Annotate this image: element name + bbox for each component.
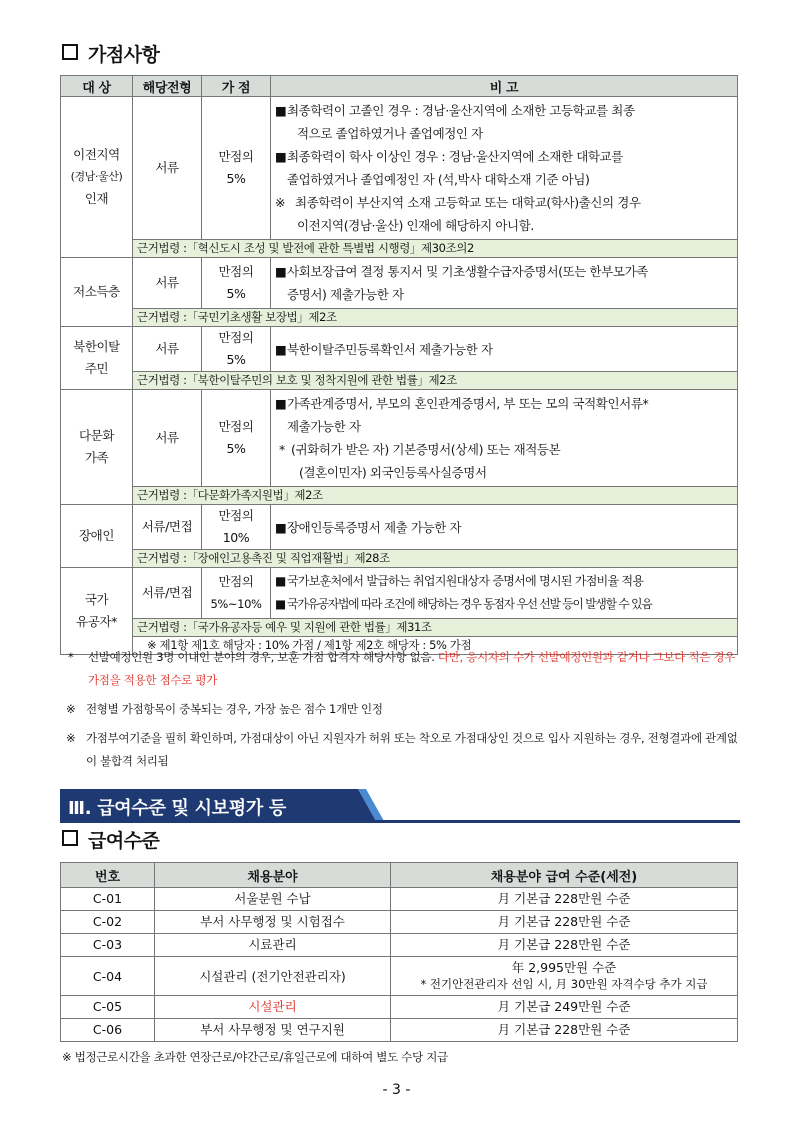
target-line: (경남·울산) xyxy=(70,170,123,183)
header-type: 해당전형 xyxy=(133,76,202,97)
remarks-cell xyxy=(271,258,738,309)
remark-line xyxy=(275,461,731,484)
remark-line xyxy=(275,593,731,616)
row-no: C-05 xyxy=(61,996,155,1019)
table-row xyxy=(61,505,738,550)
remark-line xyxy=(275,283,731,306)
note-mark: ※ xyxy=(66,731,76,745)
points-line: 만점의 xyxy=(218,330,254,345)
table-footnote: ※ 제1항 제1호 해당자 : 10% 가점 / 제1항 제2호 해당자 : 5% 가점 xyxy=(133,637,738,655)
target-cell: 저소득층 xyxy=(61,258,133,327)
table-row xyxy=(61,390,738,487)
row-no: C-06 xyxy=(61,1019,155,1042)
points-line: 만점의 xyxy=(218,149,254,164)
points-cell xyxy=(202,568,271,619)
remark-line xyxy=(275,214,731,237)
target-cell xyxy=(61,327,133,390)
remark-line xyxy=(275,260,731,283)
table-row xyxy=(61,1019,738,1042)
pay-note: * 전기안전관리자 선임 시, 月 30만원 자격수당 추가 지급 xyxy=(420,977,708,991)
note-text xyxy=(88,646,742,692)
law-row xyxy=(61,240,738,258)
target-line: 주민 xyxy=(84,361,109,376)
remark-text: 제출가능한 자 xyxy=(287,419,361,434)
remark-text: 적으로 졸업하였거나 졸업예정인 자 xyxy=(297,126,483,141)
table-row xyxy=(61,97,738,240)
note-item xyxy=(66,646,742,692)
points-line: 10% xyxy=(222,530,250,545)
law-row xyxy=(61,309,738,327)
bullet: ■ xyxy=(275,149,287,164)
target-line: 유공자* xyxy=(76,614,117,629)
header-remarks: 비 고 xyxy=(271,76,738,97)
header-field: 채용분야 xyxy=(155,863,391,888)
table-row xyxy=(61,934,738,957)
remarks-cell xyxy=(271,505,738,550)
remark-text: 졸업하였거나 졸업예정인 자 (석,박사 대학소재 기준 아님) xyxy=(287,172,590,187)
law-row xyxy=(61,550,738,568)
points-line: 5% xyxy=(226,352,246,367)
points-line: 만점의 xyxy=(218,574,254,589)
type-cell: 서류/면접 xyxy=(133,505,202,550)
table-header-row xyxy=(61,76,738,97)
remark-text: 국가보훈처에서 발급하는 취업지원대상자 증명서에 명시된 가점비율 적용 xyxy=(287,574,644,588)
note-text-highlight: 다만, 응시자의 수가 선발예정인원과 같거나 그보다 적은 경우 가점을 적용한 점수로 평가 xyxy=(88,650,736,687)
banner-title: Ⅲ. 급여수준 및 시보평가 등 xyxy=(68,798,286,819)
law-reference: 근거법령 :「국가유공자등 예우 및 지원에 관한 법률」제31조 xyxy=(133,619,738,637)
target-line: 북한이탈 xyxy=(73,339,120,354)
law-reference: 근거법령 :「국민기초생활 보장법」제2조 xyxy=(133,309,738,327)
bullet: ■ xyxy=(275,103,287,118)
row-field: 부서 사무행정 및 연구지원 xyxy=(155,1019,391,1042)
type-cell: 서류/면접 xyxy=(133,568,202,619)
note-mark: * xyxy=(68,650,74,664)
row-field: 시설관리 xyxy=(155,996,391,1019)
points-line: 만점의 xyxy=(218,508,254,523)
row-no: C-03 xyxy=(61,934,155,957)
points-cell xyxy=(202,505,271,550)
law-row xyxy=(61,619,738,637)
row-field: 서울분원 수납 xyxy=(155,888,391,911)
remark-text: (결혼이민자) 외국인등록사실증명서 xyxy=(299,465,487,480)
table-row xyxy=(61,258,738,309)
target-cell: 장애인 xyxy=(61,505,133,568)
section-heading-salary xyxy=(62,826,159,853)
remark-line xyxy=(275,438,731,461)
remark-text: 가족관계증명서, 부모의 혼인관계증명서, 부 또는 모의 국적확인서류* xyxy=(287,396,649,411)
type-cell: 서류 xyxy=(133,390,202,487)
bullet: ■ xyxy=(275,264,287,279)
section-title: 가점사항 xyxy=(88,44,160,66)
page-number: - 3 - xyxy=(382,1082,411,1098)
table-header-row xyxy=(61,863,738,888)
target-cell xyxy=(61,97,133,258)
note-text: 가점부여기준을 필히 확인하며, 가점대상이 아닌 지원자가 허위 또는 착오로 가점대상인 것으로 입사 지원하는 경우, 전형결과에 관계없이 불합격 처리됨 xyxy=(86,731,738,768)
row-field: 시설관리 (전기안전관리자) xyxy=(155,957,391,996)
remark-text: 최종학력이 학사 이상인 경우 : 경남·울산지역에 소재한 대학교를 xyxy=(287,149,623,164)
row-no: C-02 xyxy=(61,911,155,934)
remark-text: 장애인등록증명서 제출 가능한 자 xyxy=(287,519,462,535)
bullet: ■ xyxy=(275,341,287,357)
bullet: ■ xyxy=(275,519,287,535)
row-pay: 月 기본급 228만원 수준 xyxy=(391,888,738,911)
header-target: 대 상 xyxy=(61,76,133,97)
target-cell xyxy=(61,568,133,655)
remark-line xyxy=(275,122,731,145)
table-row xyxy=(61,911,738,934)
remark-text: 최종학력이 고졸인 경우 : 경남·울산지역에 소재한 고등학교를 최종 xyxy=(287,103,635,118)
target-line: 가족 xyxy=(84,450,109,465)
type-cell: 서류 xyxy=(133,258,202,309)
remark-text: 증명서) 제출가능한 자 xyxy=(287,287,404,302)
header-points: 가 점 xyxy=(202,76,271,97)
notes-block xyxy=(66,646,742,773)
remark-line xyxy=(275,570,731,593)
pay-main: 年 2,995만원 수준 xyxy=(511,960,617,975)
row-pay: 月 기본급 228만원 수준 xyxy=(391,911,738,934)
section-banner xyxy=(60,789,740,823)
remark-line xyxy=(275,516,731,539)
law-reference: 근거법령 :「혁신도시 조성 및 발전에 관한 특별법 시행령」제30조의2 xyxy=(133,240,738,258)
type-cell: 서류 xyxy=(133,327,202,372)
row-pay: 月 기본급 228만원 수준 xyxy=(391,1019,738,1042)
remark-text: 최종학력이 부산지역 소재 고등학교 또는 대학교(학사)출신의 경우 xyxy=(295,195,641,210)
row-field: 부서 사무행정 및 시험접수 xyxy=(155,911,391,934)
law-row xyxy=(61,372,738,390)
points-cell xyxy=(202,327,271,372)
note-item xyxy=(66,698,742,721)
points-line: 만점의 xyxy=(218,419,254,434)
remark-line xyxy=(275,392,731,415)
header-pay: 채용분야 급여 수준(세전) xyxy=(391,863,738,888)
target-line: 인재 xyxy=(84,191,109,206)
remark-text: 이전지역(경남·울산) 인재에 해당하지 아니함. xyxy=(297,218,534,233)
remark-line xyxy=(275,415,731,438)
bullet: ■ xyxy=(275,574,286,588)
remark-line xyxy=(275,145,731,168)
remark-line xyxy=(275,191,731,214)
points-line: 5% xyxy=(226,171,246,186)
row-pay: 月 기본급 228만원 수준 xyxy=(391,934,738,957)
type-cell: 서류 xyxy=(133,97,202,240)
note-mark: ※ xyxy=(275,195,286,210)
banner-underline xyxy=(60,820,740,823)
bullet: ■ xyxy=(275,396,287,411)
law-row xyxy=(61,487,738,505)
row-pay: 月 기본급 249만원 수준 xyxy=(391,996,738,1019)
salary-table xyxy=(60,862,738,1042)
points-line: 5% xyxy=(226,286,246,301)
remark-line xyxy=(275,338,731,361)
row-field: 시료관리 xyxy=(155,934,391,957)
points-cell xyxy=(202,97,271,240)
checkbox-square-icon xyxy=(62,44,78,60)
remarks-cell xyxy=(271,327,738,372)
remark-text: 북한이탈주민등록확인서 제출가능한 자 xyxy=(287,341,493,357)
law-reference: 근거법령 :「장애인고용촉진 및 직업재활법」제28조 xyxy=(133,550,738,568)
checkbox-square-icon xyxy=(62,830,78,846)
bonus-points-table xyxy=(60,75,738,655)
target-line: 다문화 xyxy=(78,428,115,443)
note-mark: ※ xyxy=(66,702,76,716)
table-row xyxy=(61,957,738,996)
table-row xyxy=(61,888,738,911)
law-reference: 근거법령 :「다문화가족지원법」제2조 xyxy=(133,487,738,505)
remark-text: (귀화허가 받은 자) 기본증명서(상세) 또는 재적등본 xyxy=(291,442,561,457)
remarks-cell xyxy=(271,390,738,487)
points-line: 만점의 xyxy=(218,264,254,279)
points-cell xyxy=(202,390,271,487)
remarks-cell xyxy=(271,97,738,240)
table-row xyxy=(61,568,738,619)
section-title: 급여수준 xyxy=(88,830,160,852)
row-no: C-01 xyxy=(61,888,155,911)
law-reference: 근거법령 :「북한이탈주민의 보호 및 정착지원에 관한 법률」제2조 xyxy=(133,372,738,390)
points-cell xyxy=(202,258,271,309)
remark-text: 국가유공자법에 따라 조건에 해당하는 경우 동점자 우선 선발 등이 발생할 수 있음 xyxy=(287,597,652,611)
salary-footnote: ※ 법정근로시간을 초과한 연장근로/야간근로/휴일근로에 대하여 별도 수당 지급 xyxy=(62,1050,448,1064)
remark-line xyxy=(275,168,731,191)
note-item xyxy=(66,727,742,773)
target-line: 이전지역 xyxy=(73,147,120,162)
target-line: 국가 xyxy=(84,592,109,607)
section-heading-bonus xyxy=(62,40,159,67)
table-row xyxy=(61,327,738,372)
row-pay xyxy=(391,957,738,996)
points-line: 5% xyxy=(226,441,246,456)
points-line: 5%~10% xyxy=(210,597,262,611)
remark-text: 사회보장급여 결정 통지서 및 기초생활수급자증명서(또는 한부모가족 xyxy=(287,264,648,279)
target-cell xyxy=(61,390,133,505)
header-no: 번호 xyxy=(61,863,155,888)
remarks-cell xyxy=(271,568,738,619)
remark-line xyxy=(275,99,731,122)
note-mark: * xyxy=(279,442,285,457)
table-row xyxy=(61,996,738,1019)
note-text: 전형별 가점항목이 중복되는 경우, 가장 높은 점수 1개만 인정 xyxy=(86,702,383,716)
note-text-plain: 선발예정인원 3명 이내인 분야의 경우, 보훈 가점 합격자 해당사항 없음. xyxy=(88,650,438,664)
bullet: ■ xyxy=(275,597,285,611)
row-no: C-04 xyxy=(61,957,155,996)
